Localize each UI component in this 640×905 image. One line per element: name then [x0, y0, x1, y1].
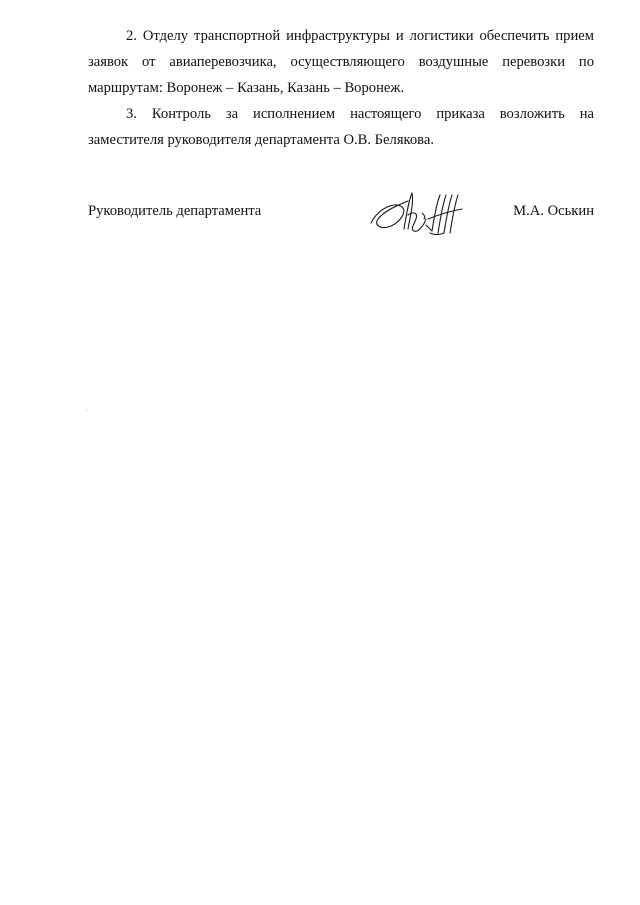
signatory-title: Руководитель департамента	[88, 203, 262, 219]
scan-speck	[86, 410, 87, 411]
handwritten-signature	[368, 189, 478, 241]
signatory-name: М.А. Оськин	[513, 203, 594, 219]
paragraph-item-3: 3. Контроль за исполнением настоящего приказа возложить на заместителя руководителя департамента О.В. Белякова.	[88, 106, 594, 148]
paragraph-item-2: 2. Отделу транспортной инфраструктуры и логистики обеспечить прием заявок от авиаперевозчика, осуществляющего воздушные перевозки по маршрутам: Воронеж – Казань, Казань – Воронеж.	[88, 28, 594, 96]
signature-block	[88, 199, 594, 239]
